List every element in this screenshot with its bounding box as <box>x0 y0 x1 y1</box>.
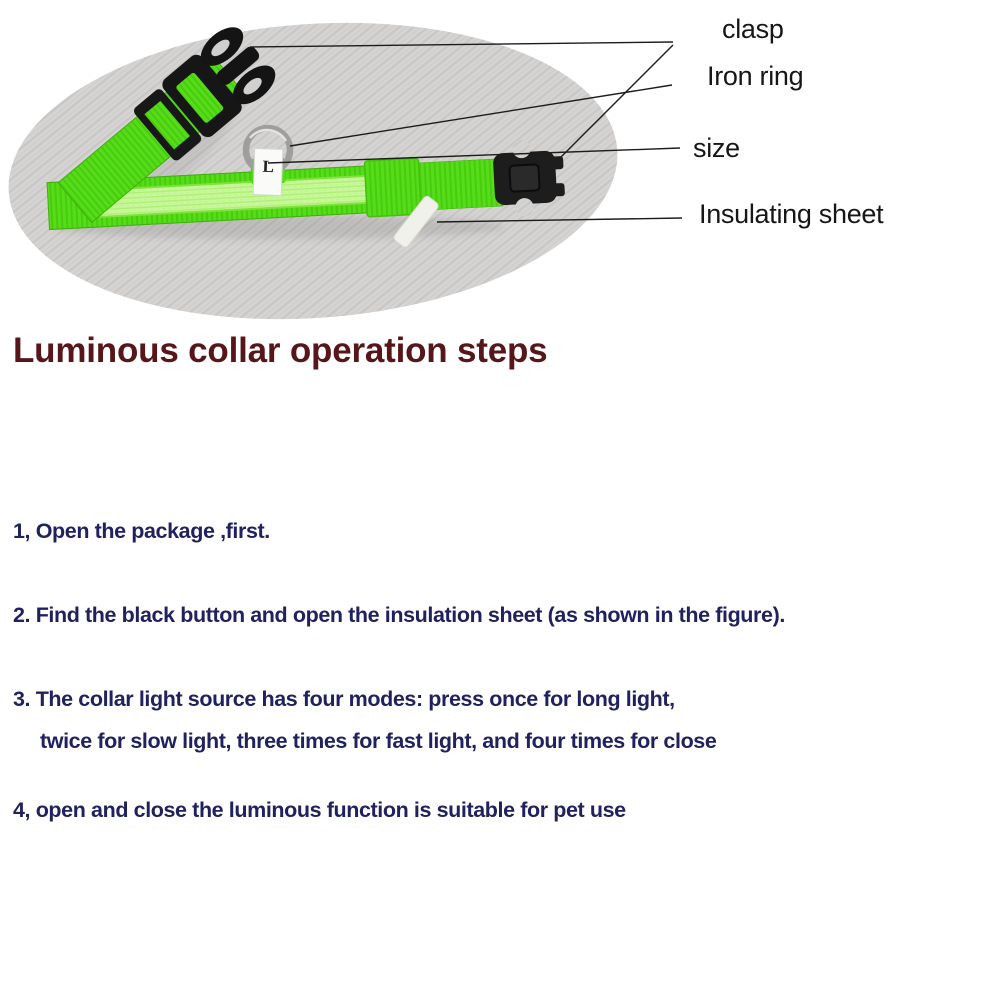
step-3-line-2: twice for slow light, three times for fast light, and four times for close <box>40 729 717 753</box>
step-4: 4, open and close the luminous function is suitable for pet use <box>13 798 626 822</box>
label-iron-ring: Iron ring <box>707 61 804 91</box>
label-insulating-sheet: Insulating sheet <box>699 199 884 229</box>
step-3-line-1: 3. The collar light source has four modes: press once for long light, <box>13 687 675 711</box>
label-size: size <box>693 133 740 163</box>
step-1: 1, Open the package ,first. <box>13 519 270 543</box>
size-tag <box>253 149 283 196</box>
step-2: 2. Find the black button and open the insulation sheet (as shown in the figure). <box>13 603 785 627</box>
buckle-black-button <box>509 164 539 191</box>
section-title: Luminous collar operation steps <box>13 331 548 370</box>
label-clasp: clasp <box>722 14 784 44</box>
strap-keeper-loop <box>364 158 421 217</box>
product-photo <box>0 0 1000 335</box>
size-tag-letter: L <box>262 156 275 177</box>
buckle-tab <box>551 156 564 170</box>
buckle-tab <box>552 183 565 197</box>
